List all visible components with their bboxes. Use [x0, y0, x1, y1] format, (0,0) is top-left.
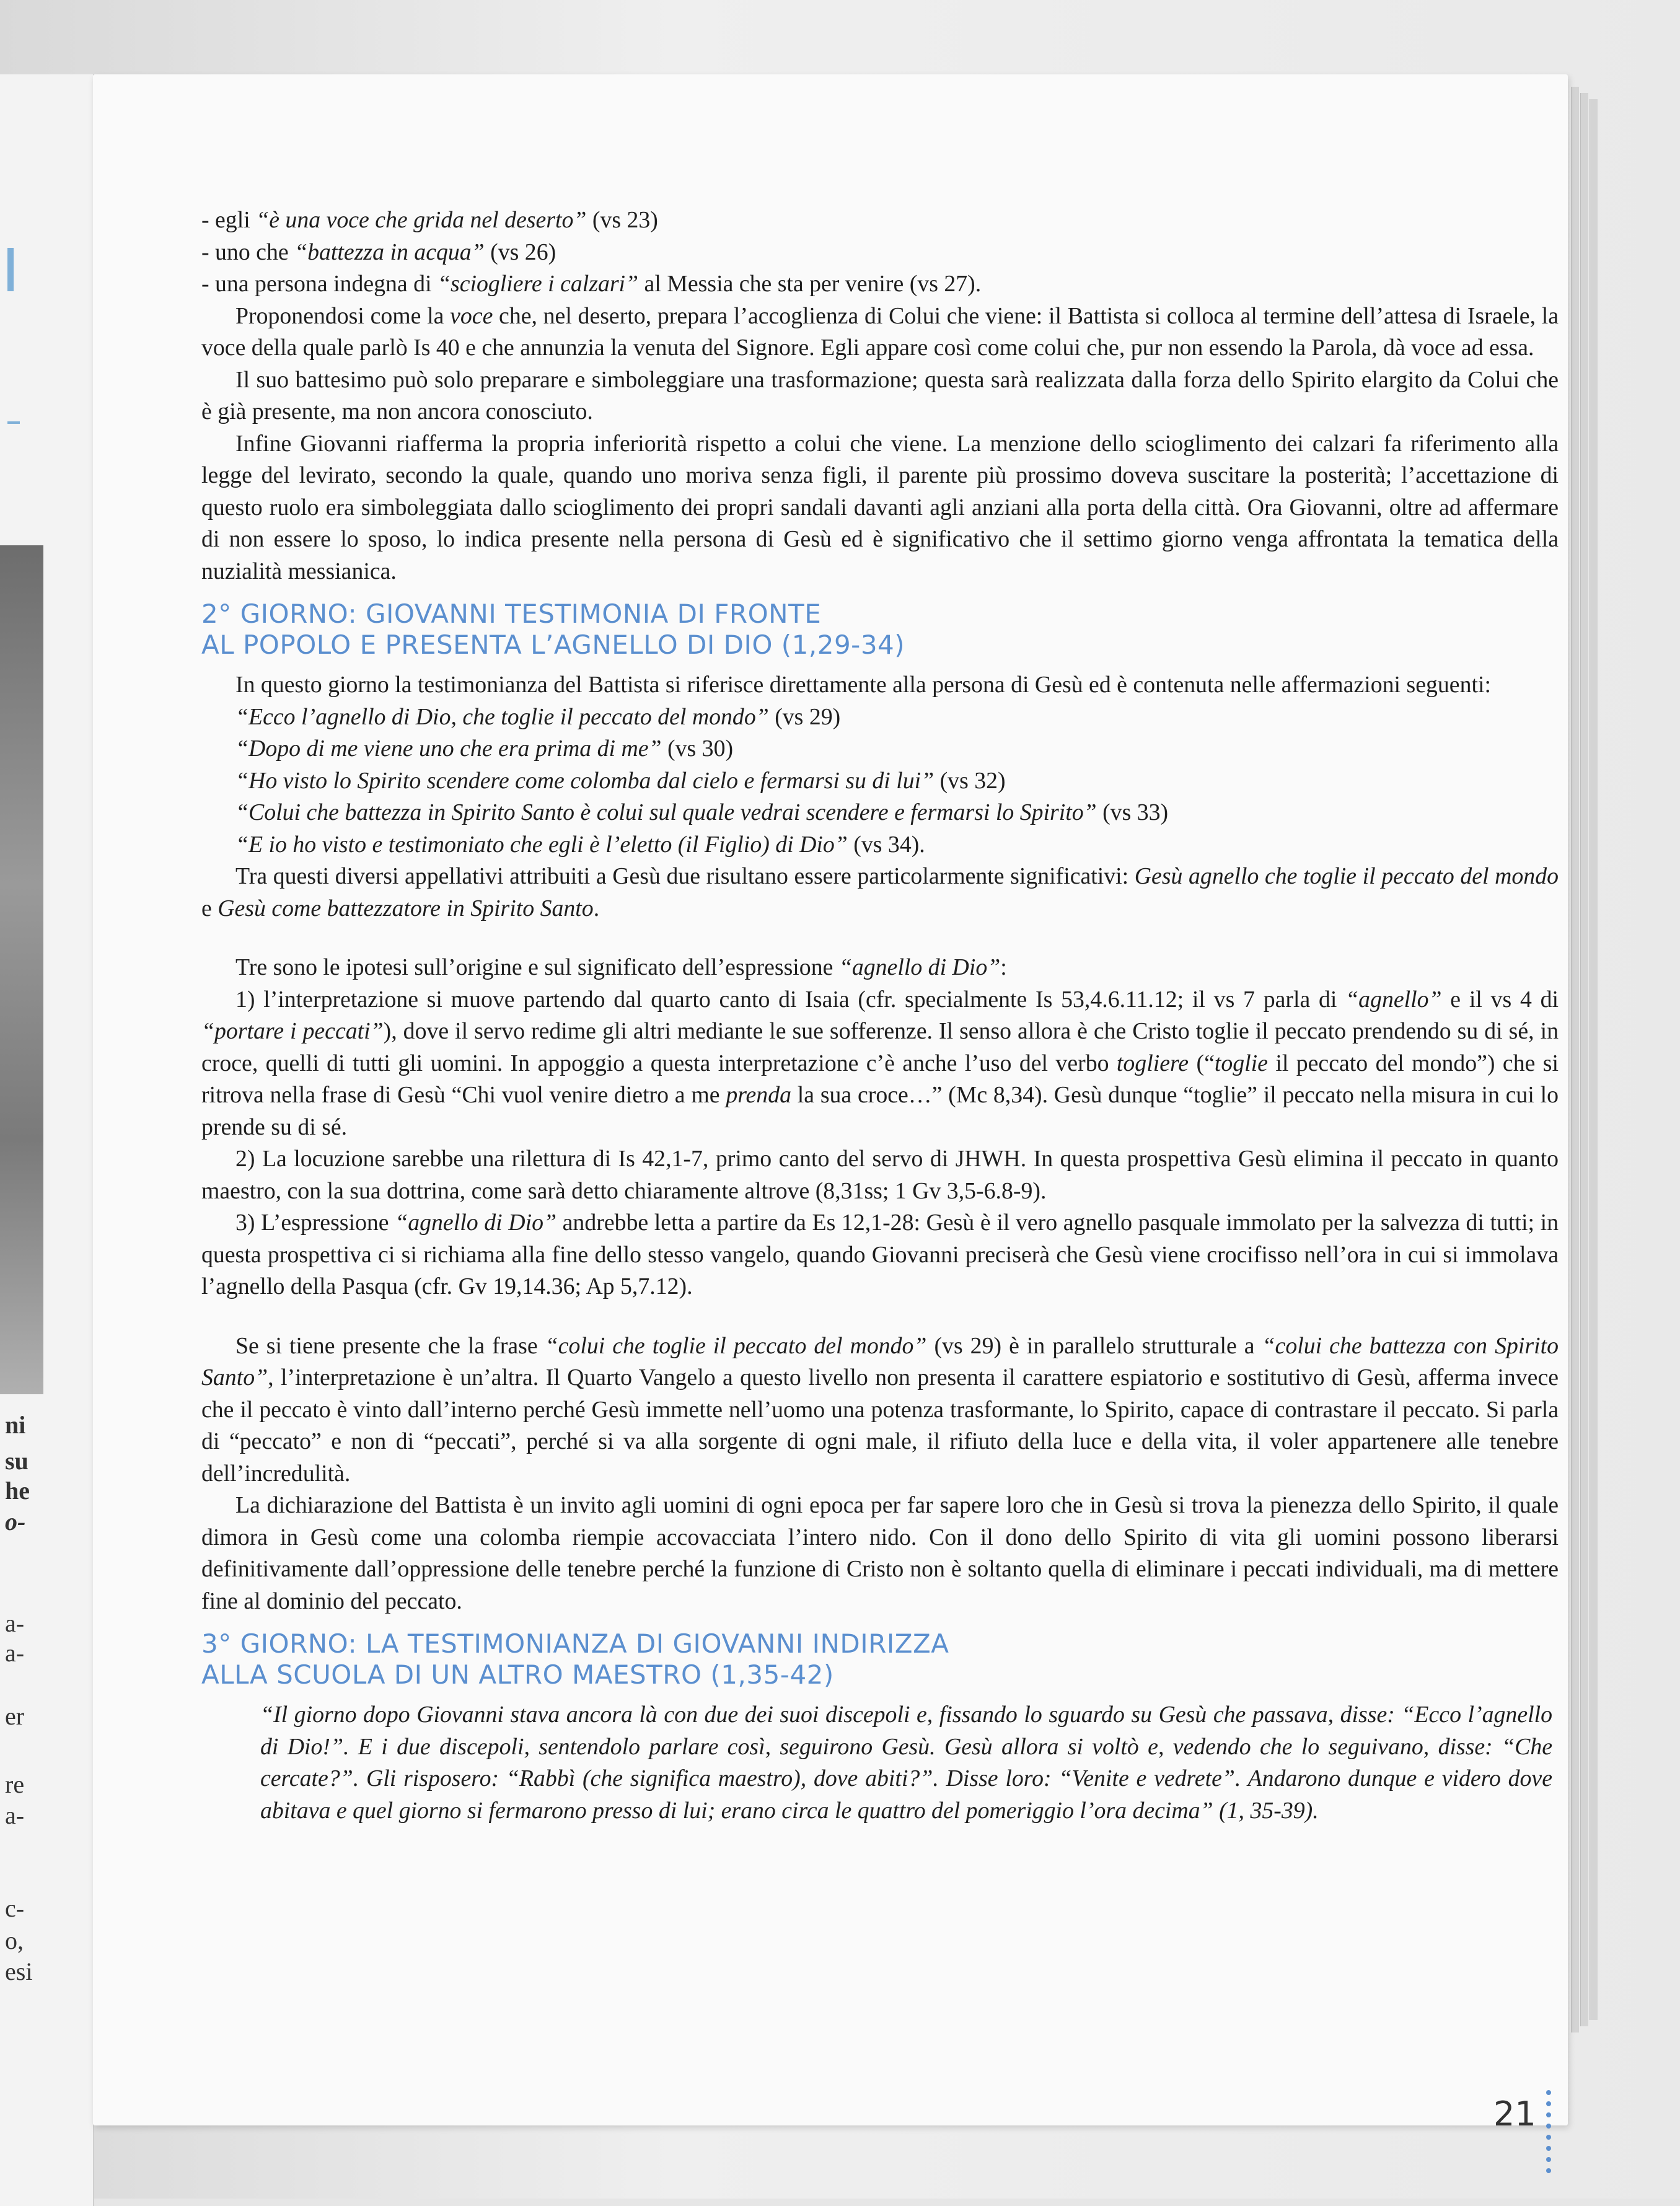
left-fragment: ni	[5, 1411, 26, 1439]
left-fragment: o,	[5, 1927, 24, 1954]
page-edge	[1580, 93, 1588, 2026]
paragraph: 3) L’espressione “agnello di Dio” andrebbe letta a partire da Es 12,1-28: Gesù è il vero agnello pasquale immolato per la salvezza di tutti; in questa prospettiva ci si richiama alla fine dello stesso vangelo, quando Giovanni preciserà che Gesù viene crocifisso nell’ora in cui si immolava l’agnello della Pasqua (cfr. Gv 19,14.36; Ap 5,7.12).	[201, 1210, 1559, 1299]
paragraph: 2) La locuzione sarebbe una rilettura di Is 42,1-7, primo canto del servo di JHWH. In questa prospettiva Gesù elimina il peccato in quanto maestro, con la sua dottrina, come sarà detto chiaramente altrove (8,31ss; 1 Gv 3,5-6.8-9).	[201, 1146, 1559, 1204]
left-fragment: a-	[5, 1801, 25, 1829]
quote-line: “Colui che battezza in Spirito Santo è colui sul quale vedrai scendere e fermarsi lo Spirito” (vs 33)	[235, 799, 1169, 825]
left-fragment: su	[5, 1447, 29, 1475]
page-number: 21	[1493, 2094, 1536, 2133]
left-page-blue-mark	[7, 421, 20, 424]
dot	[1546, 2090, 1551, 2095]
left-page	[0, 74, 94, 2206]
book-page	[93, 74, 1568, 2133]
left-fragment: er	[5, 1702, 25, 1730]
left-fragment: re	[5, 1770, 25, 1798]
paragraph: Se si tiene presente che la frase “colui che toglie il peccato del mondo” (vs 29) è in parallelo strutturale a “colui che battezza con Spirito Santo”, l’interpretazione è un’altra. Il Quarto Vangelo a questo livello non presenta il carattere espiatorio e sostitutivo di Gesù, afferma invece che il peccato è vinto dall’interno perché Gesù immette nell’uomo una potenza trasformante, lo Spirito, capace di contrastare il peccato. Si parla di “peccato” e non di “peccati”, perché si va alla sorgente di ogni male, il rifiuto della luce e della vita, il voler appartenere alle tenebre dell’incredulità.	[201, 1332, 1559, 1487]
paragraph: Tra questi diversi appellativi attribuiti a Gesù due risultano essere particolarmente significativi: Gesù agnello che toglie il peccato del mondo e Gesù come battezzatore in Spirito Santo.	[201, 863, 1559, 921]
page-body	[201, 204, 1559, 1827]
dot	[1546, 2157, 1551, 2162]
paragraph: 1) l’interpretazione si muove partendo dal quarto canto di Isaia (cfr. specialmente Is 53,4.6.11.12; il vs 7 parla di “agnello” e il vs 4 di “portare i peccati”), dove il servo redime gli altri mediante le sue sofferenze. Il senso allora è che Cristo toglie il peccato prendendo su di sé, in croce, quelli di tutti gli uomini. In appoggio a questa interpretazione c’è anche l’uso del verbo togliere (“toglie il peccato del mondo”) che si ritrova nella frase di Gesù “Chi vuol venire dietro a me prenda la sua croce…” (Mc 8,34). Gesù dunque “toglie” il peccato nella misura in cui lo prende su di sé.	[201, 986, 1559, 1140]
page-edge	[1571, 87, 1579, 2032]
intro-line: - una persona indegna di “sciogliere i calzari” al Messia che sta per venire (vs 27).	[201, 271, 982, 297]
paragraph: Proponendosi come la voce che, nel deserto, prepara l’accoglienza di Colui che viene: il Battista si colloca al termine dell’attesa di Israele, la voce della quale parlò Is 40 e che annunzia la venuta del Signore. Egli appare così come colui che, pur non essendo la Parola, dà voce ad essa.	[201, 302, 1559, 361]
paragraph: Tre sono le ipotesi sull’origine e sul significato dell’espressione “agnello di Dio”:	[235, 954, 1007, 980]
dot	[1546, 2101, 1551, 2106]
dot	[1546, 2135, 1551, 2140]
quote-line: “Ho visto lo Spirito scendere come colomba dal cielo e fermarsi su di lui” (vs 32)	[235, 767, 1006, 794]
dot	[1546, 2124, 1551, 2129]
intro-line: - uno che “battezza in acqua” (vs 26)	[201, 239, 556, 265]
left-page-blue-mark	[7, 248, 14, 291]
left-fragment: a-	[5, 1609, 25, 1637]
intro-line: - egli “è una voce che grida nel deserto” (vs 23)	[201, 207, 658, 233]
dot	[1546, 2112, 1551, 2117]
quote-line: “E io ho visto e testimoniato che egli è l’eletto (il Figlio) di Dio” (vs 34).	[235, 831, 925, 858]
spacer	[201, 925, 1559, 952]
quote-line: “Dopo di me viene uno che era prima di me” (vs 30)	[235, 736, 734, 762]
paragraph: In questo giorno la testimonianza del Battista si riferisce direttamente alla persona di Gesù ed è contenuta nelle affermazioni seguenti:	[235, 672, 1491, 698]
paragraph: Il suo battesimo può solo preparare e simboleggiare una trasformazione; questa sarà realizzata dalla forza dello Spirito elargito da Colui che è già presente, ma non ancora conosciuto.	[201, 366, 1559, 424]
spacer	[201, 1303, 1559, 1330]
quote-line: “Ecco l’agnello di Dio, che toglie il peccato del mondo” (vs 29)	[235, 703, 841, 730]
page-number-dots	[1546, 2090, 1552, 2179]
page-edge	[1590, 99, 1598, 2020]
left-fragment: o-	[5, 1508, 26, 1536]
paragraph: La dichiarazione del Battista è un invito agli uomini di ogni epoca per far sapere loro che in Gesù si trova la pienezza dello Spirito, il quale dimora in Gesù come una colomba riempie accovacciata l’intero nido. Con il dono dello Spirito di vita gli uomini possono liberarsi definitivamente dall’oppressione delle tenebre perché la funzione di Cristo non è soltanto quella di eliminare i peccati individuali, ma di mettere fine al dominio del peccato.	[201, 1492, 1559, 1614]
left-fragment: he	[5, 1477, 30, 1505]
gospel-quote: “Il giorno dopo Giovanni stava ancora là con due dei suoi discepoli e, fissando lo sguardo su Gesù che passava, disse: “Ecco l’agnello di Dio!”. E i due discepoli, sentendolo parlare così, seguirono Gesù. Gesù allora si voltò e, vedendo che lo seguivano, disse: “Che cercate?”. Gli risposero: “Rabbì (che significa maestro), dove abiti?”. Disse loro: “Venite e vedrete”. Andarono dunque e videro dove abitava e quel giorno si fermarono presso di lui; erano circa le quattro del pomeriggio l’ora decima” (1, 35-39).	[260, 1702, 1552, 1824]
paragraph: Infine Giovanni riafferma la propria inferiorità rispetto a colui che viene. La menzione dello scioglimento dei calzari fa riferimento alla legge del levirato, secondo la quale, quando uno moriva senza figli, il parente più prossimo doveva suscitare la posterità; l’accettazione di questo ruolo era simboleggiata dallo scioglimento dei propri sandali davanti agli anziani alla porta della città. Ora Giovanni, oltre ad affermare di non essere lo sposo, lo indica presente nella persona di Gesù ed è significativo che il settimo giorno venga affrontata la tematica della nuzialità messianica.	[201, 430, 1559, 584]
dot	[1546, 2146, 1551, 2151]
left-fragment: c-	[5, 1894, 25, 1922]
section-heading: 3° GIORNO: LA TESTIMONIANZA DI GIOVANNI INDIRIZZA ALLA SCUOLA DI UN ALTRO MAESTRO (1,35-42)	[201, 1628, 949, 1690]
dot	[1546, 2168, 1551, 2173]
section-heading: 2° GIORNO: GIOVANNI TESTIMONIA DI FRONTE AL POPOLO E PRESENTA L’AGNELLO DI DIO (1,29-34)	[201, 599, 905, 660]
left-fragment: a-	[5, 1639, 25, 1667]
left-page-photo	[0, 545, 43, 1394]
left-fragment: esi	[5, 1958, 33, 1985]
